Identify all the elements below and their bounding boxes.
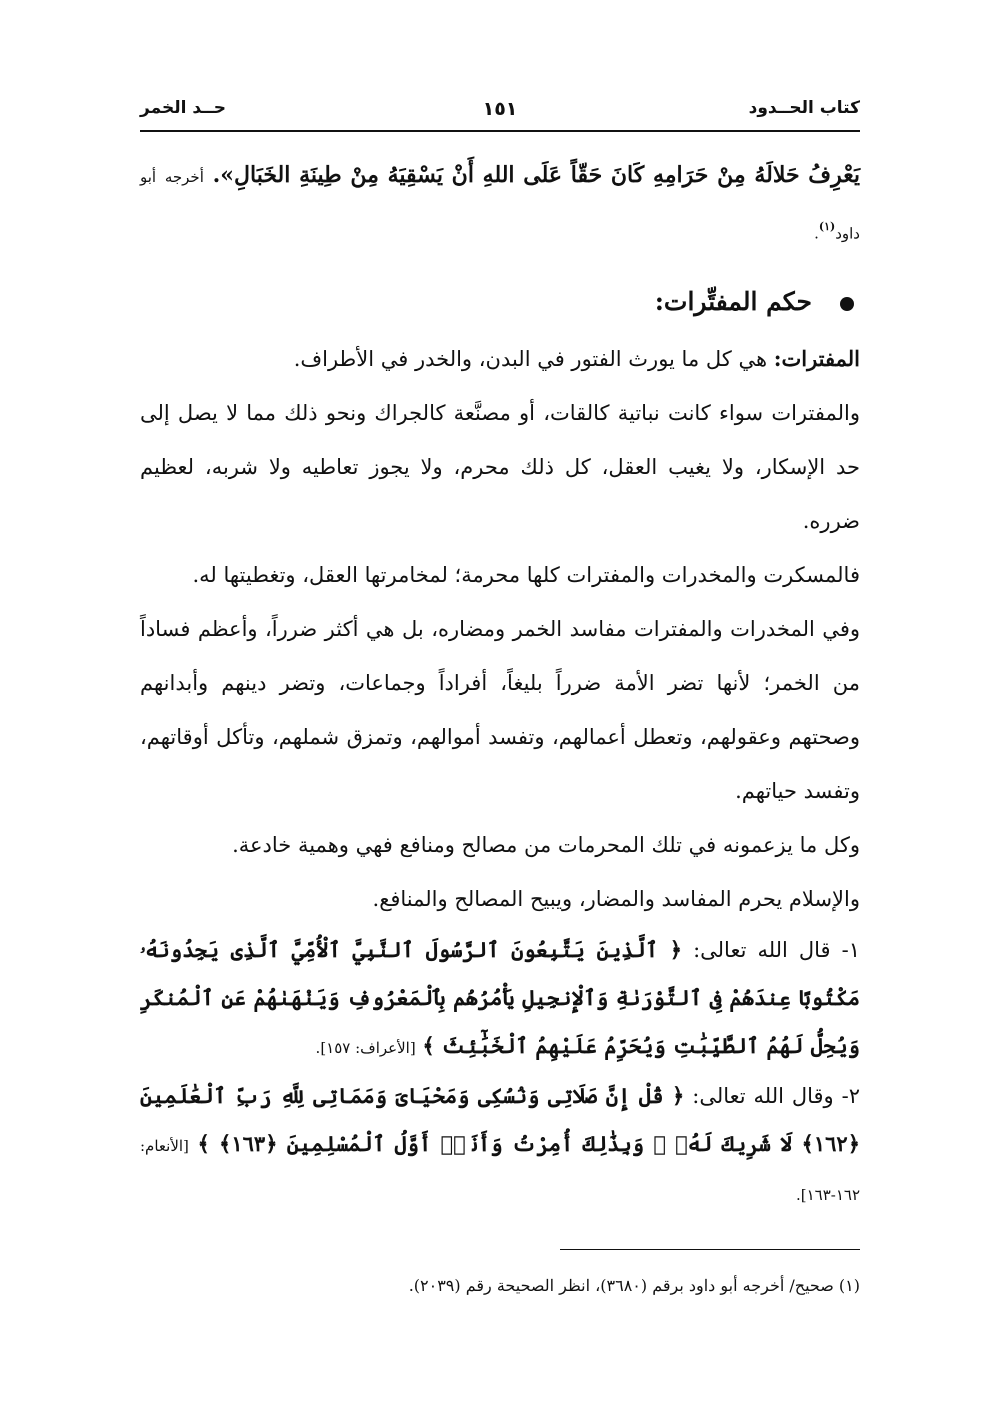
section-heading xyxy=(140,272,860,332)
verse-item-1 xyxy=(140,926,860,1072)
paragraph-4: وكل ما يزعمونه في تلك المحرمات من مصالح ومنافع فهي وهمية خادعة. xyxy=(232,833,860,858)
footnote-rule xyxy=(560,1249,860,1250)
hadith-continuation xyxy=(140,150,860,258)
verse-reference: [الأنعام: ١٦٢-١٦٣]. xyxy=(140,1137,860,1205)
running-header xyxy=(140,98,860,134)
definition-term: المفترات: xyxy=(773,346,860,372)
paragraph-5: والإسلام يحرم المفاسد والمضار، ويبيح المصالح والمنافع. xyxy=(372,887,860,912)
chapter-title: حــد الخمر xyxy=(140,98,227,118)
hadith-text: يَعْرِفُ حَلالَهُ مِنْ حَرَامِهِ كَانَ حَقّاً عَلَى اللهِ أَنْ يَسْقِيَهُ مِنْ طِينَةِ الخَبَالِ». xyxy=(212,162,860,188)
paragraph-3: وفي المخدرات والمفترات مفاسد الخمر ومضاره، بل هي أكثر ضرراً، وأعظم فساداً من الخمر؛ لأنها تضر الأمة ضرراً بليغاً، أفراداً وجماعات، وتضر دينهم وأبدانهم وصحتهم وعقولهم، وتعطل أعمالهم، وتفسد أموالهم، وتمزق شملهم، وتأكل أوقاتهم، وتفسد حياتهم. xyxy=(140,617,860,804)
hadith-attribution-source: أبو داود xyxy=(140,168,860,243)
quran-verse: ﴿ ٱلَّذِينَ يَتَّبِعُونَ ٱلرَّسُولَ ٱلنَّبِيَّ ٱلْأُمِّيَّ ٱلَّذِى يَجِدُونَهُۥ مَكْتُوبًا عِندَهُمْ فِى ٱلتَّوْرَىٰةِ وَٱلْإِنجِيلِ يَأْمُرُهُم بِٱلْمَعْرُوفِ وَيَنْهَىٰهُمْ عَنِ ٱلْمُنكَرِ وَيُحِلُّ لَهُمُ ٱلطَّيِّبَٰتِ وَيُحَرِّمُ عَلَيْهِمُ ٱلْخَبَٰٓئِثَ ﴾ xyxy=(140,937,860,1059)
verse-number: ١- xyxy=(841,938,860,963)
verse-item-2 xyxy=(140,1072,860,1219)
definition-text: هي كل ما يورث الفتور في البدن، والخدر في الأطراف. xyxy=(293,347,774,372)
bullet-icon xyxy=(840,297,854,311)
verse-number: ٢- xyxy=(841,1084,860,1109)
hadith-attribution-end: . xyxy=(814,224,819,243)
hadith-attribution-prefix: أخرجه xyxy=(164,168,204,186)
footnote: (١) صحيح/ أخرجه أبو داود برقم (٣٦٨٠)، انظر الصحيحة رقم (٢٠٣٩). xyxy=(408,1276,860,1295)
footnote-mark: (١) xyxy=(818,220,836,233)
paragraph-2: فالمسكرت والمخدرات والمفترات كلها محرمة؛ لمخامرتها العقل، وتغطيتها له. xyxy=(192,563,860,588)
verse-intro: قال الله تعالى: xyxy=(693,938,831,963)
page-body xyxy=(140,150,860,1219)
page-number: ١٥١ xyxy=(482,98,518,120)
header-rule xyxy=(140,130,860,132)
verse-intro: وقال الله تعالى: xyxy=(692,1084,834,1109)
verse-reference: [الأعراف: ١٥٧]. xyxy=(315,1039,416,1058)
paragraph-1: والمفترات سواء كانت نباتية كالقات، أو مصنَّعة كالجراك ونحو ذلك مما لا يصل إلى حد الإسكار، ولا يغيب العقل، كل ذلك محرم، ولا يجوز تعاطيه ولا شربه، لعظيم ضرره. xyxy=(140,401,860,534)
definition-paragraph xyxy=(140,332,860,386)
quran-verse: ﴿ قُلْ إِنَّ صَلَاتِى وَنُسُكِى وَمَحْيَاىَ وَمَمَاتِى لِلَّهِ رَبِّ ٱلْعَٰلَمِينَ ﴿١٦٢﴾ لَا شَرِيكَ لَهُۥ ۖ وَبِذَٰلِكَ أُمِرْتُ وَأَنَا۠ أَوَّلُ ٱلْمُسْلِمِينَ ﴿١٦٣﴾ ﴾ xyxy=(140,1083,861,1157)
section-heading-text: حكم المفتِّرات: xyxy=(654,287,812,317)
book-title: كتاب الحــدود xyxy=(748,98,860,118)
